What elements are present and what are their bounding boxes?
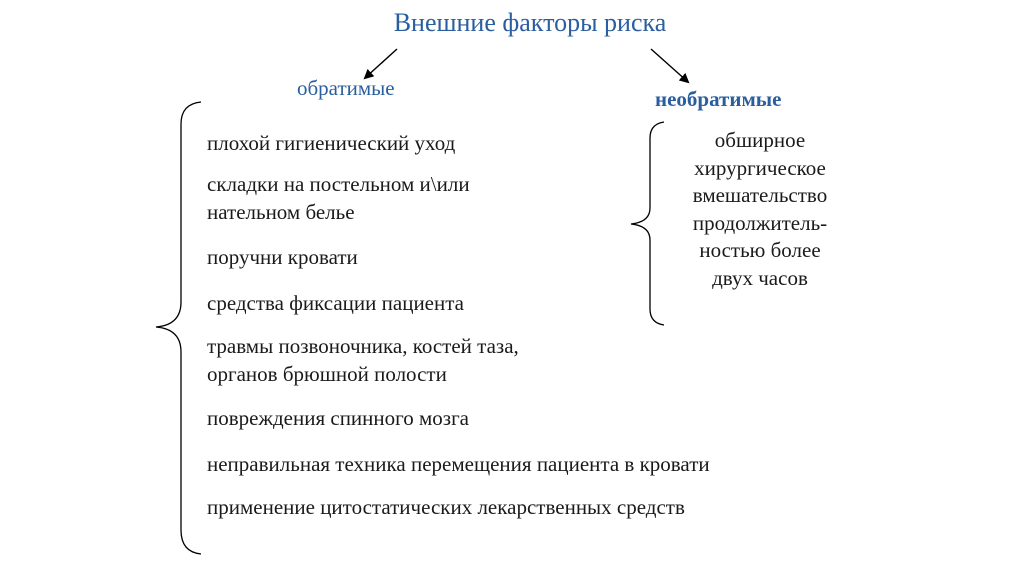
- reversible-item: средства фиксации пациента: [207, 291, 464, 315]
- arrow-to-irreversible: [651, 49, 688, 82]
- arrow-to-reversible: [365, 49, 397, 78]
- irreversible-description: [668, 127, 852, 292]
- reversible-item: неправильная техника перемещения пациента в кровати: [207, 452, 710, 476]
- irreversible-line: продолжитель-: [692, 210, 828, 235]
- reversible-item: применение цитостатических лекарственных средств: [207, 495, 685, 519]
- category-reversible-label: обратимые: [297, 76, 395, 100]
- reversible-item-continuation: нательном белье: [207, 200, 355, 224]
- irreversible-line: хирургическое: [694, 155, 826, 180]
- reversible-item-continuation: органов брюшной полости: [207, 362, 447, 386]
- irreversible-line: ностью более: [699, 238, 821, 262]
- irreversible-line: вмешательство: [692, 183, 828, 207]
- irreversible-line: обширное: [714, 128, 806, 152]
- reversible-item: повреждения спинного мозга: [207, 406, 470, 430]
- diagram-title: Внешние факторы риска: [393, 8, 667, 37]
- category-irreversible-label: необратимые: [655, 87, 782, 111]
- right-curly-brace: [631, 122, 664, 325]
- reversible-item: поручни кровати: [207, 245, 358, 269]
- reversible-item: травмы позвоночника, костей таза,: [207, 334, 519, 358]
- irreversible-line: двух часов: [712, 265, 808, 290]
- reversible-item: плохой гигиенический уход: [207, 131, 456, 155]
- reversible-item: складки на постельном и\или: [207, 172, 470, 196]
- left-curly-brace: [156, 102, 201, 554]
